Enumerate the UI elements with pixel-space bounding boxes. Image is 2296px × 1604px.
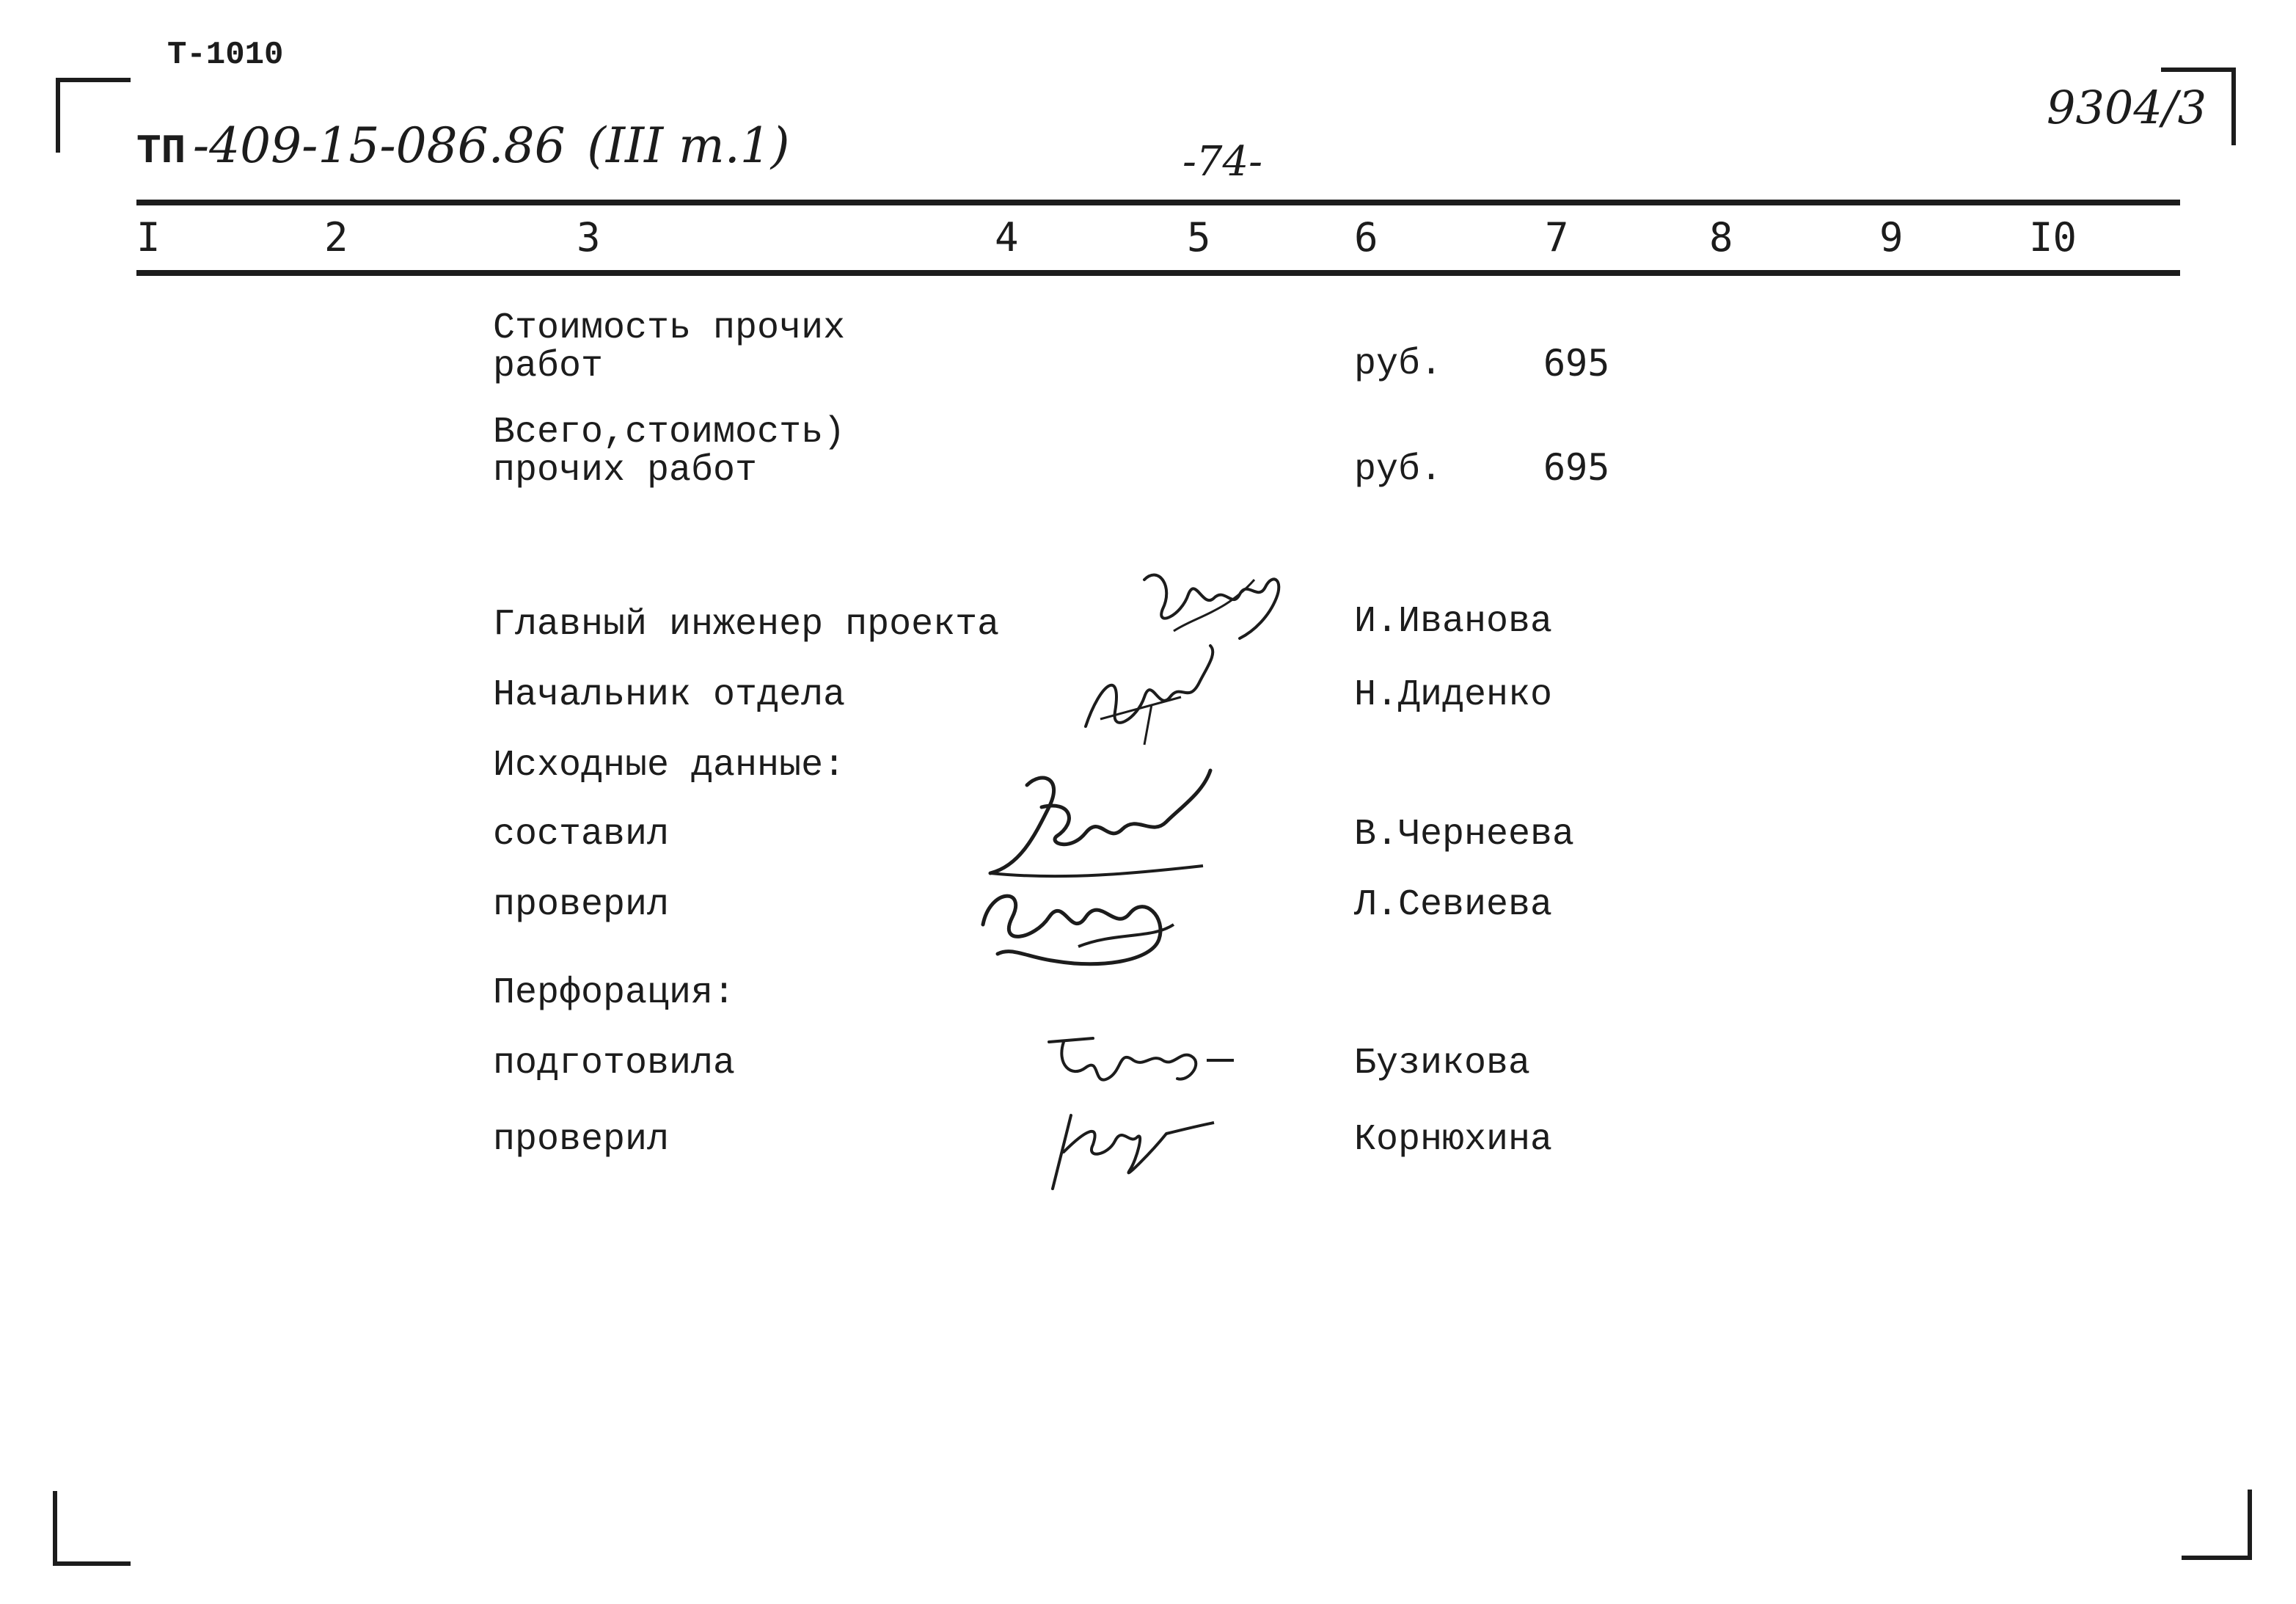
corner-mark-bottom-left	[53, 1491, 131, 1566]
document-prefix: ТП	[136, 128, 186, 175]
corner-mark-top-left	[56, 78, 131, 153]
document-number: -409-15-086.86	[192, 117, 566, 174]
signature-scribble-compiled-by	[976, 763, 1218, 888]
column-number: 5	[1187, 214, 1211, 260]
signature-role: составил	[493, 814, 670, 856]
signature-scribble-checked-by	[968, 873, 1181, 976]
signature-role: Главный инженер проекта	[493, 604, 1000, 646]
document-code	[136, 117, 789, 175]
signature-scribble-prepared-by	[1042, 1027, 1240, 1101]
signature-name: Н.Диденко	[1354, 674, 1553, 716]
signature-role: проверил	[493, 884, 670, 926]
column-number: 3	[577, 214, 601, 260]
column-number: 9	[1879, 214, 1904, 260]
column-number: I	[136, 214, 161, 260]
column-number: 7	[1545, 214, 1569, 260]
section-heading: Исходные данные:	[493, 745, 846, 787]
signature-role: Начальник отдела	[493, 674, 846, 716]
cost-row-value: 695	[1543, 342, 1610, 384]
signature-name: В.Чернеева	[1354, 814, 1575, 856]
form-code: Т-1010	[167, 37, 284, 73]
document-volume: (III т.1)	[587, 117, 790, 174]
cost-row-label: Стоимость прочих работ	[493, 307, 846, 387]
cost-row-unit: руб.	[1354, 449, 1443, 491]
table-top-rule	[136, 200, 2180, 205]
signature-role: подготовила	[493, 1043, 736, 1084]
column-number: 6	[1354, 214, 1378, 260]
cost-row-unit: руб.	[1354, 343, 1443, 385]
cost-row-value: 695	[1543, 446, 1610, 489]
column-number: 8	[1709, 214, 1733, 260]
signature-scribble-department-head	[1071, 638, 1225, 748]
signature-name: Корнюхина	[1354, 1119, 1553, 1161]
signature-name: И.Иванова	[1354, 601, 1553, 643]
column-number: 4	[995, 214, 1019, 260]
column-number: I0	[2029, 214, 2077, 260]
cost-row-label: Всего,стоимость) прочих работ	[493, 412, 846, 492]
column-number: 2	[324, 214, 348, 260]
signature-role: проверил	[493, 1119, 670, 1161]
signature-name: Л.Севиева	[1354, 884, 1553, 926]
page-number: -74-	[1182, 138, 1263, 186]
table-header-rule	[136, 270, 2180, 276]
signature-scribble-perforation-checked-by	[1042, 1101, 1218, 1196]
archive-number: 9304/3	[2047, 81, 2207, 134]
signature-name: Бузикова	[1354, 1043, 1531, 1084]
section-heading: Перфорация:	[493, 972, 736, 1014]
corner-mark-bottom-right	[2182, 1490, 2252, 1560]
